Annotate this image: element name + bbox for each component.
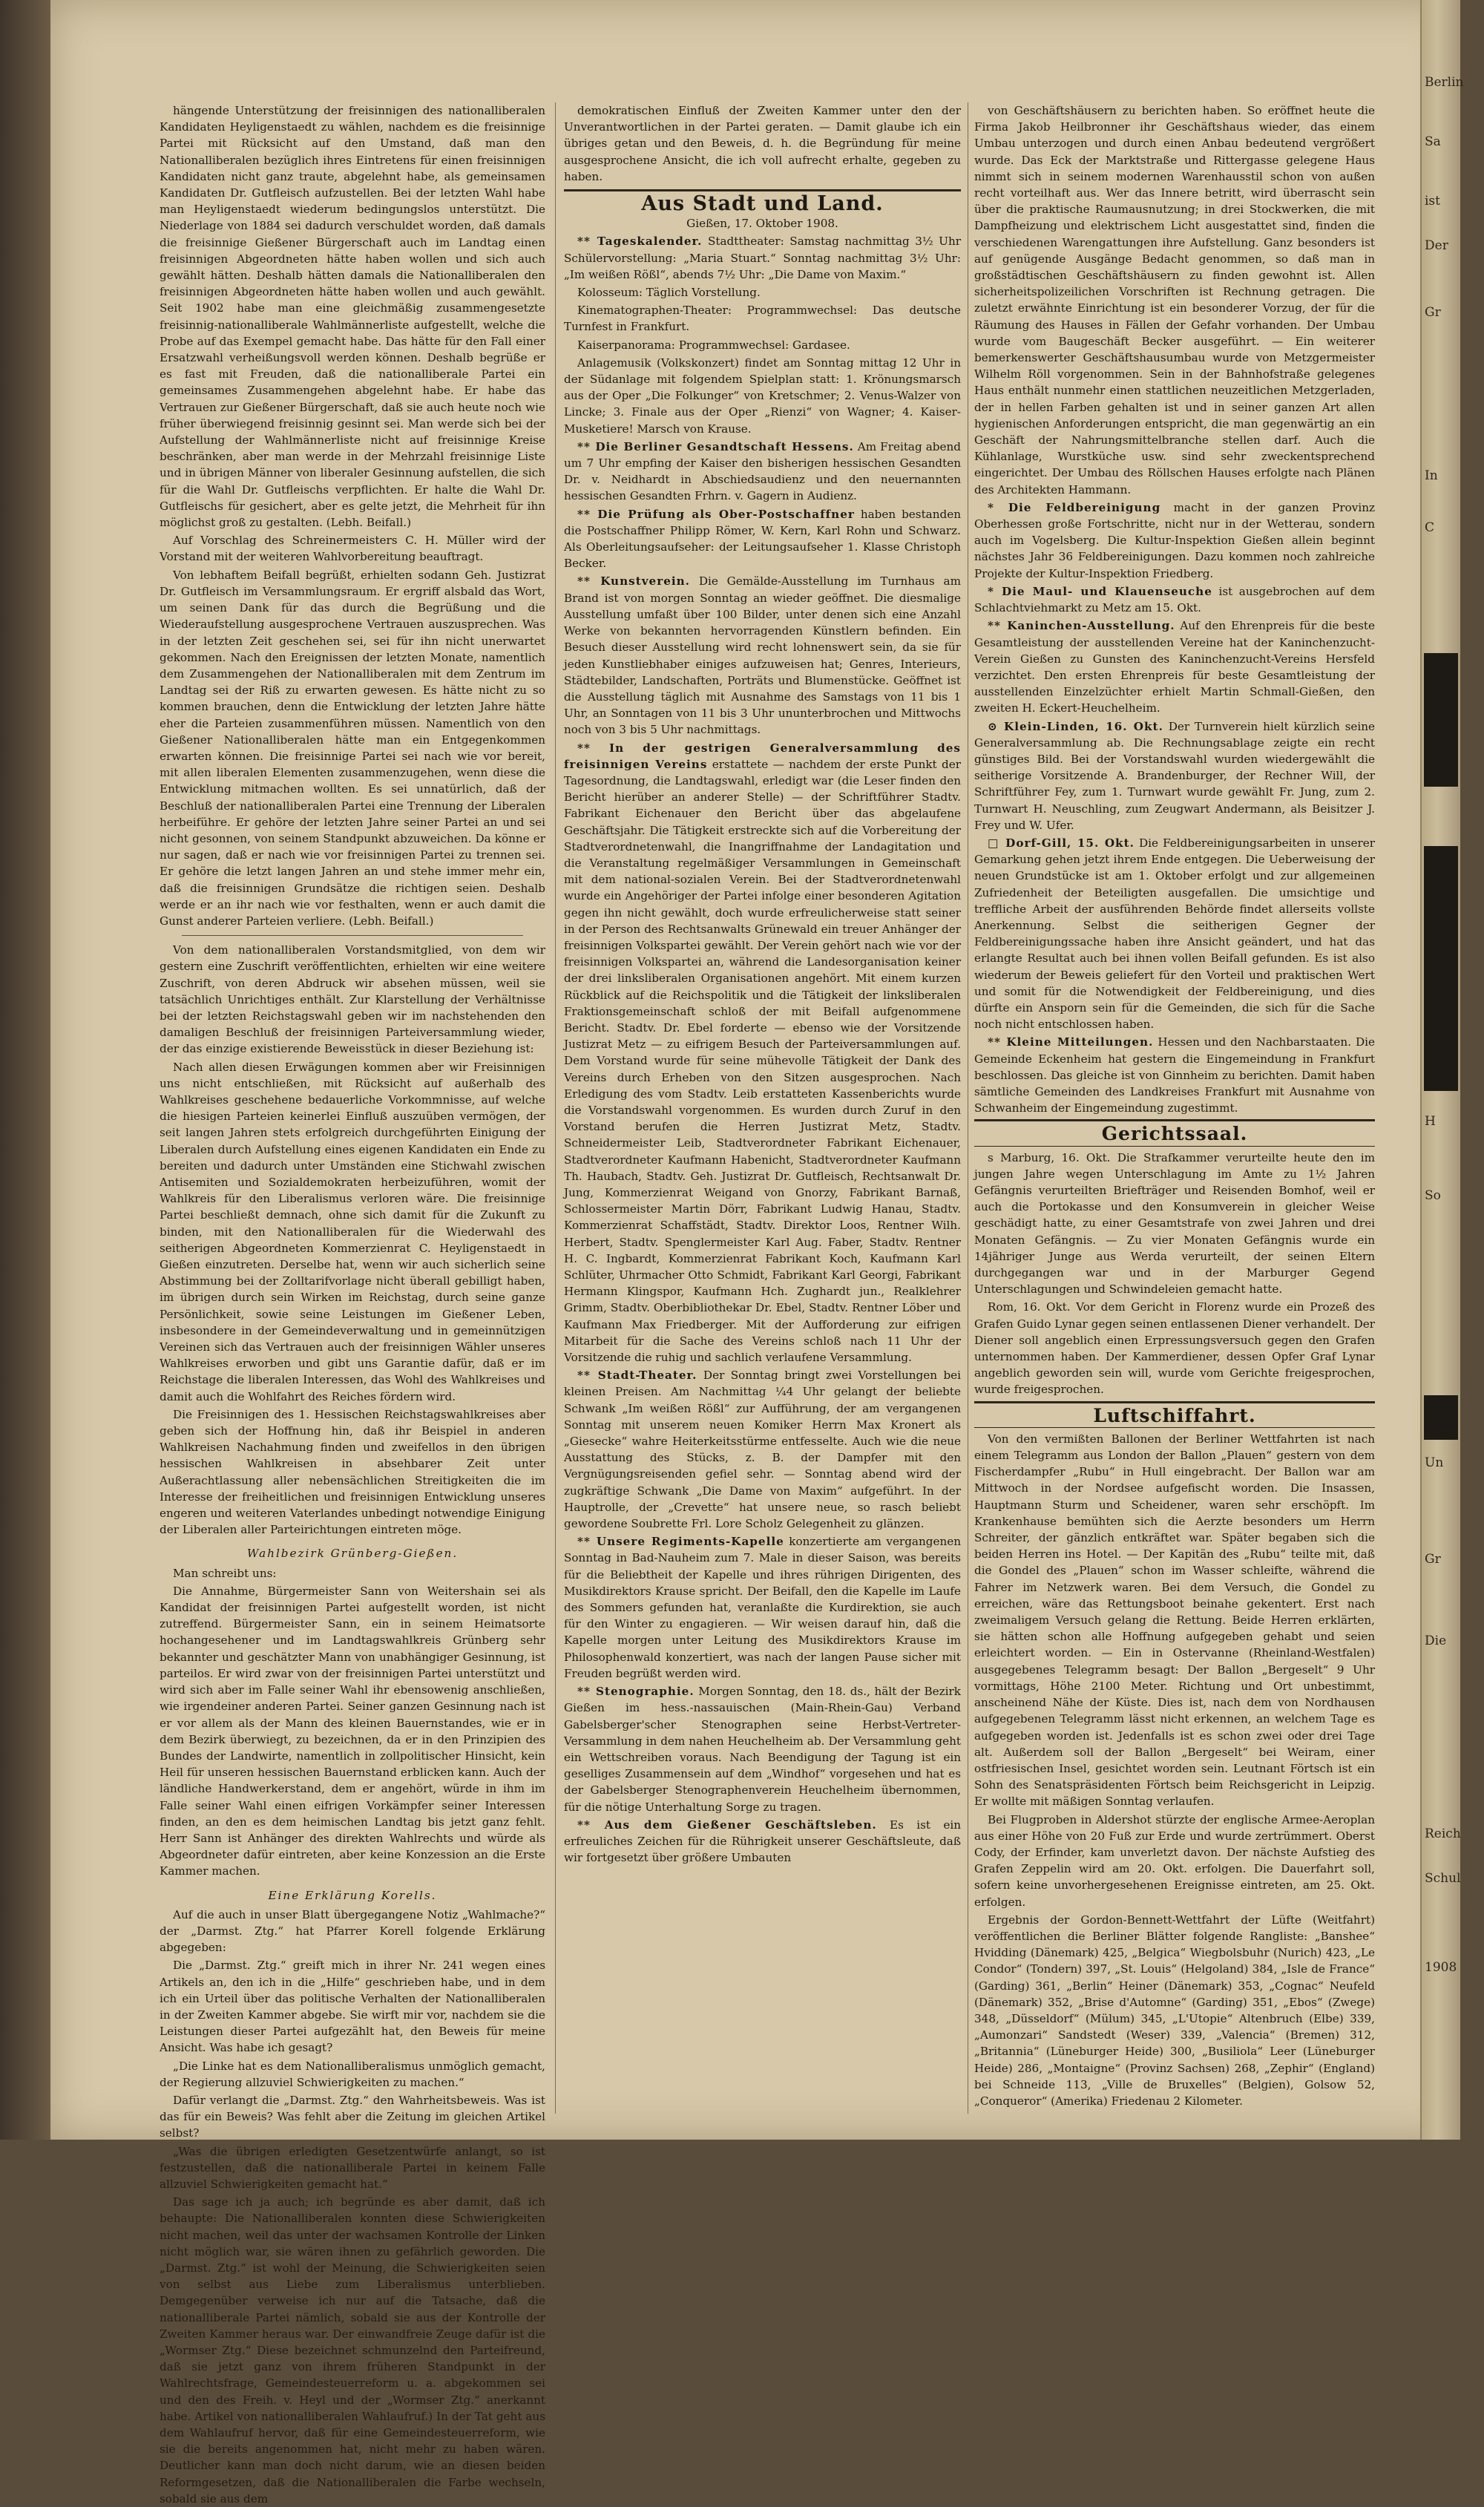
- item-text: Stadttheater: Samstag nachmittag 3½ Uhr Schülervorstellung: „Maria Stuart.“ Sonntag nachmittag 3½ Uhr: „Im weißen Rößl“, abends 7½ Uhr: „Die Dame von Maxim.“: [564, 235, 962, 281]
- news-item: [564, 1533, 961, 1682]
- item-lead: ** Aus dem Gießener Geschäftsleben.: [577, 1818, 877, 1832]
- news-item: [564, 233, 961, 283]
- news-item: [974, 499, 1375, 582]
- edge-dark-block: [1424, 653, 1458, 787]
- item-lead: ** Kunstverein.: [577, 574, 690, 589]
- news-item: [564, 573, 961, 738]
- paragraph: s Marburg, 16. Okt. Die Strafkammer verurteilte heute den im jungen Jahre wegen Unterschlagung im Amte zu 1½ Jahren Gefängnis verurteilten Briefträger und Reisenden Bomhof, weil er auch die Portokasse und den Konsumverein in gleicher Weise geschädigt hatte, zu einer Gesamtstrafe von zwei Jahren und drei Monaten Gefängnis. — Zu vier Monaten Gefängnis wurde ein 14jähriger Junge aus Werda verurteilt, der seinen Eltern durchgegangen war und in der Marburger Gegend Unterschlagungen und Schwindeleien gemacht hatte.: [974, 1150, 1375, 1297]
- paragraph: Rom, 16. Okt. Vor dem Gericht in Florenz wurde ein Prozeß des Grafen Guido Lynar gegen seinen entlassenen Diener verhandelt. Der Diener soll angeblich einen Erpressungsversuch gegen den Grafen unternommen haben. Der Kammerdiener, dessen Opfer Graf Lynar angeblich geworden sein will, wurde vom Gerichte freigesprochen, wurde freigesprochen.: [974, 1300, 1375, 1397]
- item-text: Der Turnverein hielt kürzlich seine Generalversammlung ab. Die Rechnungsablage zeigte ein recht günstiges Bild. Bei der Vorstandswahl wurden wiedergewählt die seitherige Vorsitzende A. Brandenburger, der Rechner Will, der Schriftführer Fey, zum 1. Turnwart wurde gewählt Fr. Jung, zum 2. Turnwart H. Neuschling, zum Zeugwart Andermann, als Beisitzer J. Frey und W. Ufer.: [974, 719, 1376, 832]
- paragraph: Kaiserpanorama: Programmwechsel: Gardasee.: [577, 338, 850, 352]
- paragraph: Bei Flugproben in Aldershot stürzte der englische Armee-Aeroplan aus einer Höhe von 20 Fuß zur Erde und wurde zertrümmert. Oberst Cody, der Erfinder, kam unverletzt davon. Der nächste Aufstieg des Grafen Zeppelin wird am 20. Okt. erfolgen. Die Dauerfahrt soll, sofern keine unvorhergesehenen Ereignisse eintreten, am 25. Okt. erfolgen.: [974, 1812, 1375, 1909]
- paragraph: Die Freisinnigen des 1. Hessischen Reichstagswahlkreises aber geben sich der Hoffnung hin, daß ihr Beispiel in anderen Wahlkreisen Nachahmung finden und zweifellos in den übrigen hessischen Wahlkreisen in absehbarer Zeit unter Außerachtlassung aller nebensächlichen Streitigkeiten die im Interesse der freiheitlichen und freisinnigen Entwicklung unseres engeren und weiteren Vaterlandes unbedingt notwendige Einigung der Liberalen aller Parteirichtungen eintreten möge.: [160, 1407, 545, 1537]
- paragraph: Die „Darmst. Ztg.“ greift mich in ihrer Nr. 241 wegen eines Artikels an, den ich in die „Hilfe“ geschrieben habe, und in dem ich ein Urteil über das politische Verhalten der Nationalliberalen in der Zweiten Kammer abgebe. Sie wirft mir vor, nachdem sie die Leistungen dieser Partei aufgezählt hat, den Beweis für meine Ansicht. Was habe ich gesagt?: [160, 1959, 545, 2055]
- item-text: macht in der ganzen Provinz Oberhessen große Fortschritte, nicht nur in der Wetterau, sondern auch im Vogelsberg. Die Kultur-Inspektion Gießen allein beginnt nächstes Jahr 36 Feldbereinigungen. Dazu kommen noch zahlreiche Projekte der Kultur-Inspektion Friedberg.: [974, 500, 1375, 580]
- item-lead: * Die Feldbereinigung: [988, 500, 1161, 514]
- item-lead: ** Stadt-Theater.: [577, 1369, 697, 1383]
- item-text: Der Sonntag bringt zwei Vorstellungen bei kleinen Preisen. Am Nachmittag ¼4 Uhr gelangt der beliebte Schwank „Im weißen Rößl“ zur Aufführung, der am vergangenen Sonntag mit unserem neuen Komiker Herrn Max Kronert als „Giesecke“ wahre Heiterkeitsstürme entfesselte. Auch wie die neue Ausstattung des Stücks, z. B. der Dampfer mit den Vergnügungsreisenden gefiel sehr. — Sonntag abend wird der zugkräftige Schwank „Die Dame von Maxim“ aufgeführt. In der Hauptrolle, der „Crevette“ hat unsere neue, so rasch beliebt gewordene Soubrette Frl. Lore Scholz Gelegenheit zu glänzen.: [564, 1369, 962, 1531]
- news-item: [564, 740, 961, 1366]
- news-item: [974, 1034, 1375, 1116]
- item-lead: ** In der gestrigen Generalversammlung des freisinnigen Vereins: [564, 741, 961, 771]
- column-middle: [564, 102, 961, 2114]
- adjacent-page-edge: [1420, 0, 1464, 2140]
- paragraph: Das sage ich ja auch; ich begründe es aber damit, daß ich behaupte: Die Nationalliberalen konnten diese Schwierigkeiten nicht machen, weil das unter der wachsamen Kontrolle der Linken nicht möglich war, sie wären ihnen zu gefährlich geworden. Die „Darmst. Ztg.“ ist wohl der Meinung, die Schwierigkeiten seien von selbst aus Liebe zum Liberalismus unterblieben. Demgegenüber verweise ich nur auf die Tatsache, daß die nationalliberale Partei nämlich, sobald sie aus der Kontrolle der Zweiten Kammer heraus war. Der einwandfreie Zeuge dafür ist die „Wormser Ztg.“ Diese bezeichnet schmunzelnd den Parteifreund, daß sie jetzt ganz von ihrem früheren Standpunkt in der Wahlrechtsfrage, Gemeindesteuerreform u. a. abgekommen sei und den des Freih. v. Heyl und der „Wormser Ztg.“ anerkannt habe. Artikel von nationalliberalen Wahlaufruf.) In der Tat geht aus dem Wahlaufruf hervor, daß für eine Gemeindesteuerreform, wie sie die bereits angenommen hat, nicht mehr zu haben wären. Deutlicher kann man doch nicht darum, wie an diesen beiden Reformgesetzen, daß die Nationalliberalen die Farbe wechseln, sobald sie aus dem: [160, 2195, 545, 2506]
- item-lead: ** Die Berliner Gesandtschaft Hessens.: [577, 439, 854, 453]
- section-heading: Aus Stadt und Land.: [641, 192, 884, 216]
- edge-fragment: 1908: [1425, 1960, 1457, 1975]
- column-left: [160, 102, 545, 2506]
- scan-border-left: [0, 0, 50, 2140]
- dateline: Gießen, 17. Oktober 1908.: [686, 217, 838, 231]
- edge-fragment: Un: [1425, 1455, 1444, 1470]
- item-lead: * Die Maul- und Klauenseuche: [988, 584, 1212, 598]
- paragraph: Nach allen diesen Erwägungen kommen aber wir Freisinnigen uns nicht entschließen, mit Rücksicht auf außerhalb des Wahlkreises geschehene bedauerliche Vorkommnisse, auf welche die hiesigen Parteien keinerlei Einfluß auszuüben vermögen, der seit langen Jahren stets erfolgreich durchgeführten Einigung der Liberalen durch Aufstellung eines eigenen Kandidaten ein Ende zu bereiten und dadurch unter Umständen eine Stichwahl zwischen Antisemiten und Sozialdemokraten herbeizuführen, womit der Wahlkreis für den Liberalismus verloren wäre. Die freisinnige Partei beschließt demnach, ohne sich damit für die Zukunft zu binden, mit den Nationalliberalen für die Wiederwahl des seitherigen Abgeordneten Kommerzienrat C. Heyligenstaedt in Gießen einzutreten. Derselbe hat, wenn wir auch sicherlich seine Abstimmung bei der Zolltarifvorlage nicht überall gebilligt haben, im übrigen durch sein Wirken im Reichstag, durch seine ganze Persönlichkeit, sowie seine Leistungen im Gießener Leben, insbesondere in der Gemeindeverwaltung und in gemeinnützigen Vereinen sich das Vertrauen auch der freisinnigen Wähler unseres Wahlkreises erworben und gibt uns Garantie dafür, daß er im Reichstage die liberalen Interessen, das Wohl des Wahlkreises und damit auch die Wohlfahrt des Reiches fördern wird.: [160, 1060, 545, 1403]
- item-lead: ** Stenographie.: [577, 1685, 695, 1699]
- item-lead: □ Dorf-Gill, 15. Okt.: [988, 836, 1135, 850]
- edge-fragment: Gr: [1425, 305, 1441, 320]
- item-text: Am Freitag abend um 7 Uhr empfing der Kaiser den bisherigen hessischen Gesandten Dr. v. Neidhardt in Abschiedsaudienz und den neuernannten hessischen Gesandten Frhrn. v. Gagern in Audienz.: [564, 439, 961, 503]
- edge-fragment: H: [1425, 1114, 1436, 1129]
- news-item: [564, 506, 961, 572]
- edge-fragment: Sa: [1425, 134, 1441, 149]
- column-rule: [555, 102, 556, 2114]
- paragraph: Kolosseum: Täglich Vorstellung.: [577, 286, 761, 300]
- section-heading: Luftschiffahrt.: [974, 1401, 1375, 1428]
- item-text: erstattete — nachdem der erste Punkt der Tagesordnung, die Landtagswahl, erledigt war (die Leser finden den Bericht hierüber an anderer Stelle) — der Schriftführer Stadtv. Fabrikant Eichenauer den Bericht über das abgelaufene Geschäftsjahr. Die Tätigkeit erstreckte sich auf die Vorbereitung der Stadtverordnetenwahl, die Inangriffnahme der Landagitation und die Veranstaltung regelmäßiger Versammlungen in Gemeinschaft mit dem national-sozialen Verein. Bei der Stadtverordnetenwahl wurde ein Angehöriger der Partei infolge einer besonderen Agitation gegen ihn nicht gewählt, doch wurde erfreulicherweise statt seiner in der Person des Rechtsanwalts Grünewald ein treuer Anhänger der freisinnigen Volkspartei gewählt. Der Verein gehört nach wie vor der freisinnigen Volkspartei an, während die Landesorganisation keiner der drei linksliberalen Organisationen angehört. Mit einem kurzen Rückblick auf die Reichspolitik und die Tätigkeit der linksliberalen Fraktionsgemeinschaft schloß der mit Beifall aufgenommene Bericht. Stadtv. Dr. Ebel forderte — ebenso wie der Vorsitzende Justizrat Metz — zu eifrigem Besuch der Parteiversammlungen auf. Dem Vorstand wurde für seine mühevolle Tätigkeit der Dank des Vereins durch Erheben von den Sitzen ausgesprochen. Nach Erledigung des vom Stadtv. Leib erstatteten Kassenberichts wurde die Vorstandswahl vorgenommen. Es wurden durch Zuruf in den Vorstand berufen die Herren Justizrat Metz, Stadtv. Schneidermeister Leib, Stadtverordneter Fabrikant Eichenauer, Stadtverordneter Kaufmann Habenicht, Stadtverordneter Kaufmann Th. Haubach, Stadtv. Geh. Justizrat Dr. Gutfleisch, Rechtsanwalt Dr. Jung, Kommerzienrat Weigand von Gnorzy, Fabrikant Barnaß, Schlossermeister Martin Dörr, Fabrikant Ludwig Hanau, Stadtv. Kommerzienrat Schaffstädt, Stadtv. Direktor Loos, Rentner Wilh. Herbert, Stadtv. Spenglermeister Karl Aug. Faber, Stadtv. Rentner H. C. Ingbardt, Kommerzienrat Fabrikant Koch, Kaufmann Karl Schlüter, Uhrmacher Otto Schmidt, Fabrikant Karl Georgi, Fabrikant Hermann Klingspor, Kaufmann Hch. Zughardt jun., Realklehrer Grimm, Stadtv. Oberbibliothekar Dr. Ebel, Stadtv. Rentner Löber und Kaufmann Max Friedberger. Mit der Aufforderung zur eifrigen Mitarbeit für die Sache des Vereins schloß nach 11 Uhr der Vorsitzende die ruhig und sachlich verlaufene Versammlung.: [564, 757, 961, 1365]
- item-text: haben bestanden die Postschaffner Philipp Römer, W. Kern, Karl Rohn und Schwarz. Als Oberleitungsaufseher: der Leitungsaufseher 1. Klasse Christoph Becker.: [564, 507, 962, 571]
- item-text: Hessen und den Nachbarstaaten. Die Gemeinde Eckenheim hat gestern die Eingemeindung in Frankfurt beschlossen. Das gleiche ist von Ginnheim zu berichten. Damit haben sämtliche Gemeinden des Landkreises Frankfurt mit Ausnahme von Schwanheim der Eingemeindung zugestimmt.: [974, 1035, 1376, 1115]
- item-text: Morgen Sonntag, den 18. ds., hält der Bezirk Gießen im hess.-nassauischen (Main-Rhein-Gau) Verband Gabelsberger'scher Stenographen seine Herbst-Vertreter-Versammlung in dem nahen Heuchelheim ab. Der Versammlung geht ein Wettschreiben voraus. Nach Beendigung der Tagung ist ein geselliges Zusammensein auf dem „Windhof“ vorgesehen und hat es der Gabelsberger Stenographenverein Heuchelheim übernommen, für die nötige Unterhaltung Sorge zu tragen.: [564, 1685, 961, 1814]
- edge-fragment: C: [1425, 520, 1435, 535]
- edge-fragment: Reich: [1425, 1826, 1461, 1841]
- separator: [182, 935, 523, 936]
- paragraph: Die Annahme, Bürgermeister Sann von Weitershain sei als Kandidat der freisinnigen Partei aufgestellt worden, ist nicht zutreffend. Bürgermeister Sann, ein in seinem Heimatsorte hochangesehener und im Landtagswahlkreis Grünberg sehr bekannter und geschätzter Mann von unabhängiger Gesinnung, ist parteilos. Er wird zwar von der freisinnigen Partei unterstützt und wird sich aber im Falle seiner Wahl ihr ebensowenig anschließen, wie irgendeiner anderen Partei. Seiner ganzen Gesinnung nach ist er vor allem als der Mann des kleinen Bauernstandes, wie er in dem Bezirk überwiegt, zu bezeichnen, da er in den Prinzipien des Bundes der Landwirte, namentlich in zollpolitischer Hinsicht, kein Heil für unseren hessischen Bauernstand erblicken kann. Auch der ländliche Handwerkerstand, dem er angehört, würde in ihm im Falle seiner Wahl einen eifrigen Vorkämpfer seiner Interessen finden, an den es dem heimischen Landtag bis jetzt ganz fehlt. Herr Sann ist Anhänger des direkten Wahlrechts und würde als Abgeordneter dafür eintreten, aber keine Konzession an die Erste Kammer machen.: [160, 1584, 545, 1878]
- edge-fragment: ist: [1425, 194, 1440, 209]
- paragraph: von Geschäftshäusern zu berichten haben. So eröffnet heute die Firma Jakob Heilbronner ihr Geschäftshaus wieder, das einem Umbau unterzogen und durch einen Anbau bedeutend vergrößert wurde. Das Eck der Marktstraße und Rittergasse gelegene Haus nimmt sich in seinem modernen Warenhausstil schon von außen recht vorteilhaft aus. Wer das Innere betritt, wird überrascht sein über die praktische Raumausnutzung; in drei Stockwerken, die mit Dampfheizung und elektrischem Licht ausgestattet sind, finden die verschiedenen Warengattungen ihre Aufstellung. Ganz besonders ist auf genügende Ausgänge Bedacht genommen, so daß man in großstädtischen Geschäftshäusern zu finden gewohnt ist. Allen sicherheitspolizeilichen Vorschriften ist Rechnung getragen. Die zuletzt erwähnte Einrichtung ist ein besonderer Vorzug, der für die Räumung des Hauses in Fällen der Gefahr vorhanden. Der Umbau wurde vom Baugeschäft Becker ausgeführt. — Ein weiterer bemerkenswerter Geschäftshausumbau wurde von Metzgermeister Wilhelm Röll vorgenommen. Sein in der Bahnhofstraße gelegenes Haus enthält nunmehr einen stattlichen neuzeitlichen Metzgerladen, der in hellen Farben gehalten ist und in seiner ganzen Art allen hygienischen Anforderungen entspricht, die man gegenwärtig an ein Geschäft der Nahrungsmittelbranche stellen darf. Auch die Kühlanlage, Wurstküche usw. sind sehr zweckentsprechend eingerichtet. Der Umbau des Röllschen Hauses erfolgte nach Plänen des Architekten Hammann.: [974, 104, 1375, 497]
- edge-fragment: So: [1425, 1188, 1441, 1203]
- news-item: [564, 1683, 961, 1815]
- item-text: konzertierte am vergangenen Sonntag in Bad-Nauheim zum 7. Male in dieser Saison, was bereits für die Beliebtheit der Kapelle und ihres rührigen Dirigenten, des Musikdirektors Krause spricht. Der Beifall, den die Kapelle im Laufe des Sommers gefunden hat, veranlaßte die Kurdirektion, sie auch für den Winter zu engagieren. — Wir weisen darauf hin, daß die Kapelle morgen unter Leitung des Musikdirektors Krause im Philosophenwald konzertiert, was nach der langen Pause sicher mit Freuden begrüßt werden wird.: [564, 1535, 962, 1680]
- edge-fragment: Schul: [1425, 1871, 1461, 1886]
- item-lead: ** Unsere Regiments-Kapelle: [577, 1535, 784, 1549]
- news-item: [564, 439, 961, 505]
- item-text: Die Feldbereinigungsarbeiten in unserer Gemarkung gehen jetzt ihrem Ende entgegen. Die Ueberweisung der neuen Grundstücke ist am 1. Oktober erfolgt und zur allgemeinen Zufriedenheit der Beteiligten ausgefallen. Die umsichtige und treffliche Arbeit der ausführenden Behörde findet allerseits vollste Anerkennung. Selbst die seitherigen Gegner der Feldbereinigungssache haben ihre Ansicht geändert, und hat das erlangte Resultat auch bei ihnen vollen Beifall gefunden. Es ist also wiederum der Beweis geliefert für den Vorteil und praktischen Wert und somit für die Notwendigkeit der Feldbereinigung, und dies dürfte ein Ansporn sein für die Gemeinden, die sich für die Sache noch nicht entschlossen haben.: [974, 836, 1376, 1032]
- news-item: [974, 718, 1375, 833]
- paragraph: Man schreibt uns:: [173, 1566, 277, 1580]
- edge-fragment: Der: [1425, 238, 1448, 253]
- paragraph: „Die Linke hat es dem Nationalliberalismus unmöglich gemacht, der Regierung allzuviel Schwierigkeiten zu machen.“: [160, 2059, 545, 2089]
- news-item: [974, 583, 1375, 616]
- paragraph: hängende Unterstützung der freisinnigen des nationalliberalen Kandidaten Heyligenstaedt zu wählen, nachdem es die freisinnige Partei mit Rücksicht auf den Umstand, daß man den Nationalliberalen bezüglich ihres Eintretens für einen freisinnigen Kandidaten nicht ganz traute, abgelehnt habe, als gemeinsamen Kandidaten Dr. Gutfleisch aufzustellen. Bei der letzten Wahl habe man Heyligenstaedt wiederum bedingungslos unterstützt. Die Niederlage von 1884 sei dadurch verschuldet worden, daß damals die freisinnige Gießener Bürgerschaft auch im Landtag einen freisinnigen Abgeordneten hätte haben wollen und sich auch gewählt hätten. Deshalb hätten damals die Nationalliberalen den freisinnigen Abgeordneten hätte haben wollen und auch gewählt. Seit 1902 habe man eine gleichmäßig zusammengesetzte freisinnig-nationalliberale Wahlmännerliste aufgestellt, welche die Probe auf das Exempel gemacht habe. Das hätte für den Fall einer Ersatzwahl verheißungsvoll werden können. Deshalb begrüße er es fast mit Freuden, daß die nationalliberale Partei ein gemeinsames Zusammengehen abgelehnt habe. Er habe das Vertrauen zur Gießener Bürgerschaft, daß sie auch heute noch wie früher überwiegend freisinnig gesinnt sei. Man werde sich bei der Aufstellung der Wahlmännerliste nicht auf freisinnige Kreise beschränken, aber man werde in der Mehrzahl freisinnige Liste und in übrigen Männer von liberaler Gesinnung aufstellen, die sich für die Wahl Dr. Gutfleischs verpflichten. Er halte die Wahl Dr. Gutfleischs für gesichert, aber es gelte jetzt, die Mehrheit für ihn möglichst groß zu gestalten. (Lebh. Beifall.): [160, 104, 545, 530]
- paragraph: demokratischen Einfluß der Zweiten Kammer unter den der Unverantwortlichen in der Partei geraten. — Damit glaube ich ein übriges getan und den Beweis, d. h. die Begründung für meine ausgesprochene Ansicht, die ich voll aufrecht erhalte, gegeben zu haben.: [564, 104, 961, 183]
- item-lead: ** Kaninchen-Ausstellung.: [988, 619, 1175, 633]
- item-text: Die Gemälde-Ausstellung im Turnhaus am Brand ist von morgen Sonntag an wieder geöffnet. Die diesmalige Ausstellung umfaßt über 100 Bilder, unter denen sich eine Anzahl Werke von bekannten hervorragenden Künstlern befinden. Ein Besuch dieser Ausstellung wird recht lohnenswert sein, da sie für jeden Kunstliebhaber einiges aufzuweisen hat; Genres, Interieurs, Städtebilder, Landschaften, Porträts und Blumenstücke. Geöffnet ist die Ausstellung täglich mit Ausnahme des Samstags von 11 bis 1 Uhr, an Sonntagen von 11 bis 3 Uhr ununterbrochen und Mittwochs noch von 3 bis 5 Uhr nachmittags.: [564, 574, 961, 737]
- edge-fragment: Berlin: [1425, 75, 1464, 90]
- item-text: ist ausgebrochen auf dem Schlachtviehmarkt zu Metz am 15. Okt.: [974, 584, 1376, 615]
- edge-fragment: Gr: [1425, 1552, 1441, 1567]
- paragraph: Von dem nationalliberalen Vorstandsmitglied, von dem wir gestern eine Zuschrift veröffentlichten, erhielten wir eine weitere Zuschrift, von deren Abdruck wir absehen müssen, weil sie tatsächlich Unrichtiges enthält. Zur Klarstellung der Verhältnisse bei der letzten Reichstagswahl geben wir im nachstehenden den damaligen Beschluß der freisinnigen Parteiversammlung wieder, der das einzige existierende Beweisstück in dieser Beziehung ist:: [160, 943, 545, 1056]
- item-lead: ** Tageskalender.: [577, 235, 703, 249]
- item-lead: ⊙ Klein-Linden, 16. Okt.: [988, 719, 1163, 733]
- edge-fragment: In: [1425, 468, 1438, 483]
- paragraph: Von den vermißten Ballonen der Berliner Wettfahrten ist nach einem Telegramm aus London der Ballon „Plauen“ gestern von dem Fischerdampfer „Rubu“ in Hull eingebracht. Der Ballon war am Mittwoch in der Nordsee aufgefischt worden. Die Insassen, Hauptmann Sturm und Scheidener, waren sehr erschöpft. Im Krankenhause bemühten sich die Aerzte besonders um Herrn Schreiter, der gänzlich entkräftet war. Später begaben sich die beiden Herren ins Hotel. — Der Kapitän des „Rubu“ teilte mit, daß die Gondel des „Plauen“ schon im Wasser schleifte, während die Fahrer im Netzwerk waren. Bei dem Versuch, die Gondel zu erreichen, wäre das Rettungsboot beinahe gekentert. Erst nach zweimaligem Versuch gelang die Rettung. Beide Herren erklärten, sie hätten schon alle Hoffnung aufgegeben gehabt und seien erleichtert worden. — Ein in Ostervanne (Rheinland-Westfalen) ausgegebenes Telegramm besagt: Der Ballon „Bergeselt“ 9 Uhr vormittags, Höhe 2100 Meter. Richtung und Ort unbestimmt, anscheinend Nähe der Küste. Dies ist, nach dem von Nordhausen aufgegebenen Telegramm lässt nicht erkennen, an welchem Tage es aufgegeben worden ist. Jedenfalls ist es schon zwei oder drei Tage alt. Außerdem soll der Ballon „Bergeselt“ bei Weiram, einer ostfriesischen Insel, gesichtet worden sein. Leutnant Förtsch ist ein Sohn des Senatspräsidenten Förtsch beim Reichsgericht in Leipzig. Er wollte mit mäßigen Sonntag verlaufen.: [974, 1432, 1375, 1809]
- item-text: Es ist ein erfreuliches Zeichen für die Rührigkeit unserer Geschäftsleute, daß wir fortgesetzt über größere Umbauten: [564, 1818, 961, 1865]
- news-item: [974, 835, 1375, 1032]
- paragraph: Anlagemusik (Volkskonzert) findet am Sonntag mittag 12 Uhr in der Südanlage mit folgendem Spielplan statt: 1. Krönungsmarsch aus der Oper „Die Folkunger“ von Kretschmer; 2. Venus-Walzer von Lincke; 3. Finale aus der Oper „Rienzi“ von Wagner; 4. Kaiser-Musketiere! Marsch von Krause.: [564, 355, 961, 436]
- subheading: Wahlbezirk Grünberg-Gießen.: [246, 1547, 459, 1561]
- paragraph: Dafür verlangt die „Darmst. Ztg.“ den Wahrheitsbeweis. Was ist das für ein Beweis? Was fehlt aber die Zeitung im gleichen Artikel selbst?: [160, 2093, 545, 2140]
- column-right: [974, 102, 1375, 2114]
- item-text: Auf den Ehrenpreis für die beste Gesamtleistung der ausstellenden Vereine hat der Kaninchenzucht-Verein Gießen zu Gunsten des Kaninchenzucht-Vereins Hersfeld verzichtet. Den ersten Ehrenpreis für beste Gesamtleistung der ausstellenden Einzelzüchter erhielt Martin Schmall-Gießen, den zweiten H. Eckert-Heuchelheim.: [974, 619, 1375, 715]
- edge-dark-block: [1424, 1395, 1458, 1440]
- edge-fragment: Die: [1425, 1633, 1447, 1648]
- paragraph: „Was die übrigen erledigten Gesetzentwürfe anlangt, so ist festzustellen, daß die nationalliberale Partei in keinem Falle allzuviel Schwierigkeiten gemacht hat.“: [160, 2144, 545, 2191]
- paragraph: Kinematographen-Theater: Programmwechsel: Das deutsche Turnfest in Frankfurt.: [564, 304, 961, 334]
- news-item: [564, 1817, 961, 1867]
- news-item: [974, 617, 1375, 716]
- paragraph: Von lebhaftem Beifall begrüßt, erhielten sodann Geh. Justizrat Dr. Gutfleisch im Versammlungsraum. Er ergriff alsbald das Wort, um seinen Dank für das durch die Begrüßung und die Wiederaufstellung ausgesprochene Vertrauen auszusprechen. Was in der letzten Zeit geschehen sei, sei für ihn nicht unerwartet gekommen. Nach den Ereignissen der letzten Monate, namentlich dem Zusammengehen der Nationalliberalen mit dem Zentrum im Landtag sei der Riß zu erwarten gewesen. Es hätte nicht zu so kommen brauchen, denn die Entwicklung der letzten Jahre hätte eher die Parteien zusammenführen müssen. Namentlich von den Gießener Nationalliberalen hätte man ein Entgegenkommen erwarten können. Die freisinnige Partei sei nach wie vor bereit, mit allen liberalen Elementen zusammenzugehen, wenn diese die Entwicklung mitmachen wollten. Es sei unnatürlich, daß der Beschluß der nationalliberalen Partei eine Trennung der Liberalen herbeiführe. Er gehöre der letzten Jahre seiner Partei an und sei nicht gesonnen, von seinem Standpunkt abzuweichen. Da könne er nur sagen, daß er nach wie vor freisinnigen Partei zu trennen sei. Er gehöre die letzt langen Jahren an und stehe immer mehr ein, daß die freisinnigen Grundsätze die richtigen seien. Deshalb werde er an ihr nach wie vor festhalten, wenn er auch damit die Gunst anderer Parteien verliere. (Lebh. Beifall.): [160, 568, 545, 928]
- separator: [564, 189, 961, 191]
- edge-dark-block: [1424, 846, 1458, 1091]
- item-lead: ** Die Prüfung als Ober-Postschaffner: [577, 507, 855, 521]
- subheading: Eine Erklärung Korells.: [268, 1888, 437, 1902]
- paragraph: Auf die auch in unser Blatt übergegangene Notiz „Wahlmache?“ der „Darmst. Ztg.“ hat Pfarrer Korell folgende Erklärung abgegeben:: [160, 1907, 545, 1955]
- paragraph: Auf Vorschlag des Schreinermeisters C. H. Müller wird der Vorstand mit der weiteren Wahlvorbereitung beauftragt.: [160, 534, 545, 564]
- item-lead: ** Kleine Mitteilungen.: [988, 1035, 1154, 1049]
- paragraph: Ergebnis der Gordon-Bennett-Wettfahrt der Lüfte (Weitfahrt) veröffentlichen die Berliner Blätter folgende Rangliste: „Banshee“ Hvidding (Dänemark) 425, „Belgica“ Wiegbolsbuhr (Nurich) 423, „Le Condor“ (Tondern) 397, „St. Louis“ (Helgoland) 384, „Isle de France“ (Garding) 361, „Berlin“ Heiner (Dänemark) 353, „Cognac“ Neufeld (Dänemark) 352, „Brise d'Automne“ (Garding) 351, „Ebos“ (Zwege) 348, „Düsseldorf“ (Mülum) 345, „L'Utopie“ Altenbruch (Elbe) 339, „Aumonzari“ Sandstedt (Weser) 339, „Valencia“ (Bremen) 312, „Britannia“ (Lüneburger Heide) 300, „Busiliola“ Leer (Lüneburger Heide) 286, „Montaigne“ (Provinz Sachsen) 268, „Zephir“ (England) bei Schneide 113, „Ville de Bruxelles“ (Belgien), Golsow 52, „Conqueror“ (Amerika) Friedenau 2 Kilometer.: [974, 1913, 1375, 2108]
- section-heading: Gerichtssaal.: [974, 1119, 1375, 1146]
- news-item: [564, 1367, 961, 1532]
